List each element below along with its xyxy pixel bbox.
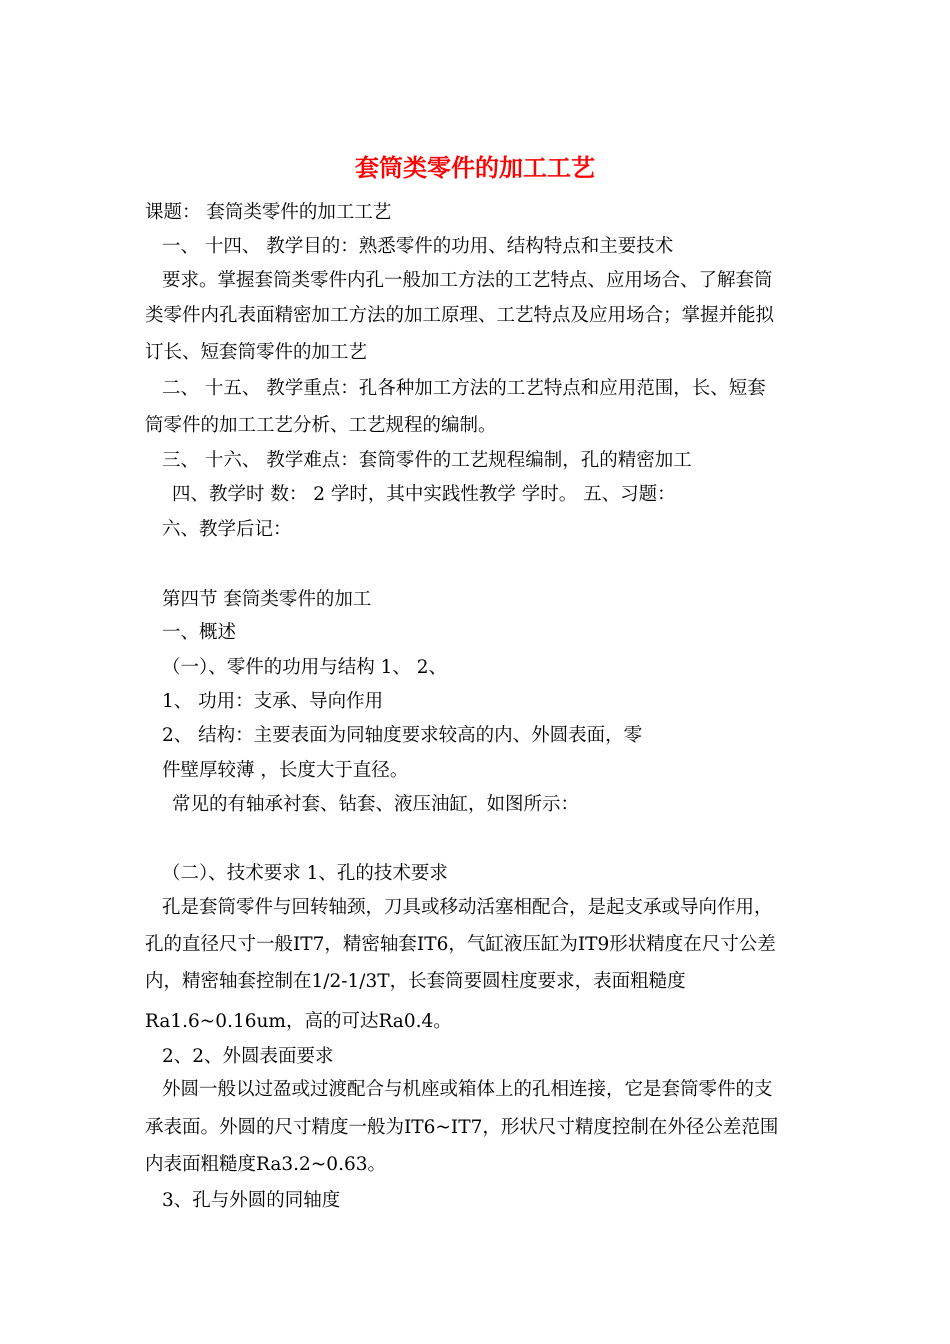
text-line: 六、教学后记： <box>162 519 292 540</box>
text-line: 要求。掌握套筒类零件内孔一般加工方法的工艺特点、应用场合、了解套筒 <box>162 270 773 291</box>
text-line: 孔是套筒零件与回转轴颈，刀具或移动活塞相配合，是起支承或导向作用， <box>162 897 773 918</box>
text-line: 常见的有轴承衬套、钻套、液压油缸，如图所示： <box>172 794 580 815</box>
text-line: 2、2、外圆表面要求 <box>162 1046 334 1067</box>
section-heading: 第四节 套筒类零件的加工 <box>162 589 372 610</box>
text-line: 外圆一般以过盈或过渡配合与机座或箱体上的孔相连接，它是套筒零件的支 <box>162 1079 773 1100</box>
text-line: Ra1.6~0.16um，高的可达Ra0.4。 <box>145 1011 452 1032</box>
text-line: 内表面粗糙度Ra3.2~0.63。 <box>145 1154 386 1175</box>
text-line: 1、 功用：支承、导向作用 <box>162 691 384 712</box>
text-line: 订长、短套筒零件的加工艺 <box>145 342 368 363</box>
text-line: （一）、零件的功用与结构 1、 2、 <box>162 657 448 678</box>
text-line: 一、概述 <box>162 622 237 643</box>
document-title: 套筒类零件的加工工艺 <box>355 153 595 182</box>
text-line: 类零件内孔表面精密加工方法的加工原理、工艺特点及应用场合；掌握并能拟 <box>145 305 775 326</box>
text-line: 三、 十六、 教学难点：套筒零件的工艺规程编制，孔的精密加工 <box>162 450 692 471</box>
text-line: 二、 十五、 教学重点：孔各种加工方法的工艺特点和应用范围，长、短套 <box>162 378 766 399</box>
text-line: 2、 结构：主要表面为同轴度要求较高的内、外圆表面，零 <box>162 725 643 746</box>
text-line: 内，精密轴套控制在1/2-1/3T，长套筒要圆柱度要求，表面粗糙度 <box>145 971 686 992</box>
text-line: 承表面。外圆的尺寸精度一般为IT6~IT7，形状尺寸精度控制在外径公差范围 <box>145 1117 779 1138</box>
text-line: 件壁厚较薄 ，长度大于直径。 <box>162 760 409 781</box>
text-line: 筒零件的加工工艺分析、工艺规程的编制。 <box>145 415 497 436</box>
text-line: 3、孔与外圆的同轴度 <box>162 1190 341 1211</box>
text-line: 孔的直径尺寸一般IT7，精密轴套IT6，气缸液压缸为IT9形状精度在尺寸公差 <box>145 934 776 955</box>
text-line: 四、教学时 数： 2 学时，其中实践性教学 学时。 五、习题： <box>172 484 676 505</box>
text-line: 一、 十四、 教学目的：熟悉零件的功用、结构特点和主要技术 <box>162 236 674 257</box>
text-line: （二）、技术要求 1、孔的技术要求 <box>162 863 448 884</box>
text-line: 课题： 套筒类零件的加工工艺 <box>145 202 392 223</box>
